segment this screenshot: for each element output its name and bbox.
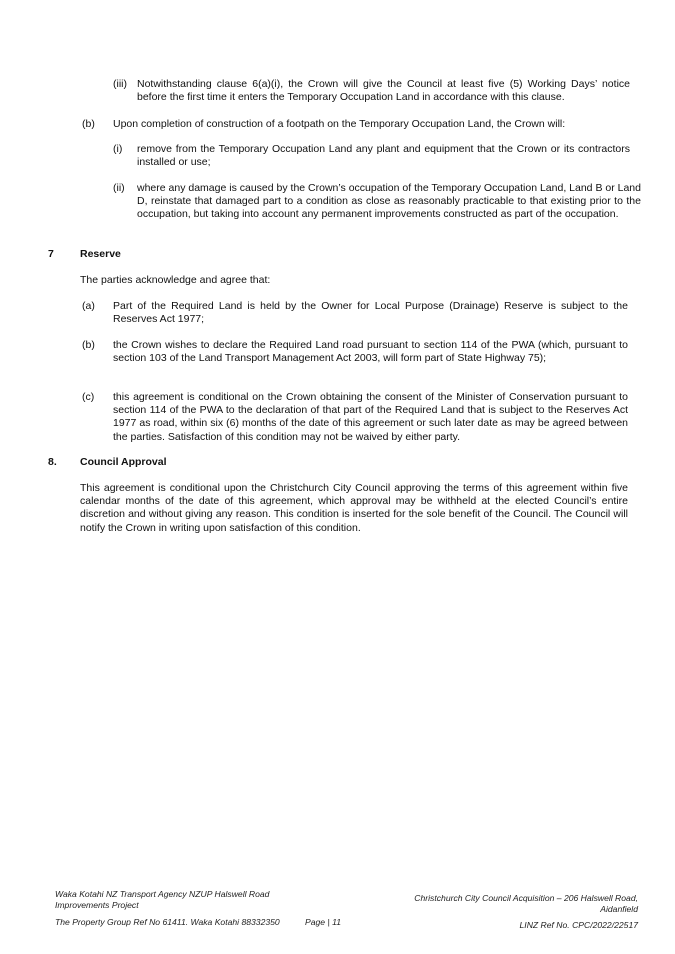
clause-7-number: 7 (48, 248, 54, 260)
clause-6b-marker: (b) (82, 118, 95, 130)
clause-7c-marker: (c) (82, 391, 95, 403)
clause-6a-iii-text: Notwithstanding clause 6(a)(i), the Crown will give the Council at least five (5) Working Days’ notice before the first time it enters the Temporary Occupation Land in accordance with this clause. (137, 78, 630, 104)
clause-7c-text: this agreement is conditional on the Crown obtaining the consent of the Minister of Conservation pursuant to section 114 of the PWA to the declaration of that part of the Required Land that is subject to the Reserves Act 1977 as road, within six (6) months of the date of this agreement or such later date as may be agreed between the parties. Satisfaction of this condition may not be waived by either party. (113, 391, 628, 443)
footer-reference: The Property Group Ref No 61411. Waka Kotahi 88332350 (55, 917, 280, 927)
clause-7a-marker: (a) (82, 300, 95, 312)
clause-6b-text: Upon completion of construction of a footpath on the Temporary Occupation Land, the Crown will: (113, 118, 566, 130)
footer-linz-ref: LINZ Ref No. CPC/2022/22517 (519, 920, 638, 930)
clause-6a-iii-marker: (iii) (113, 78, 127, 90)
clause-7b-marker: (b) (82, 339, 95, 351)
clause-8-number: 8. (48, 456, 57, 468)
clause-7b-text: the Crown wishes to declare the Required Land road pursuant to section 114 of the PWA (which, pursuant to section 103 of the Land Transport Management Act 2003, will form part of State Highway 75); (113, 339, 628, 365)
clause-6b-i-text: remove from the Temporary Occupation Land any plant and equipment that the Crown or its contractors installed or use; (137, 143, 630, 169)
clause-6b-ii-marker: (ii) (113, 182, 125, 194)
clause-6b-ii-text: where any damage is caused by the Crown’s occupation of the Temporary Occupation Land, Land B or Land D, reinstate that damaged part to a condition as close as reasonably practicable to that existing prior to the occupation, but taking into account any permanent improvements constructed as part of the occupation. (137, 182, 641, 221)
footer-page-number: Page | 11 (305, 917, 341, 927)
clause-8-text: This agreement is conditional upon the Christchurch City Council approving the terms of this agreement within five calendar months of the date of this agreement, which approval may be withheld at the elected Council’s entire discretion and without giving any reason. This condition is inserted for the sole benefit of the Council. The Council will notify the Crown in writing upon satisfaction of this condition. (80, 482, 628, 534)
clause-6b-i-marker: (i) (113, 143, 123, 155)
clause-8-title: Council Approval (80, 456, 167, 468)
footer-acquisition: Christchurch City Council Acquisition – 206 Halswell Road, Aidanfield (414, 893, 638, 914)
footer-project-name: Waka Kotahi NZ Transport Agency NZUP Halswell Road Improvements Project (55, 889, 270, 910)
clause-7a-text: Part of the Required Land is held by the Owner for Local Purpose (Drainage) Reserve is subject to the Reserves Act 1977; (113, 300, 628, 326)
clause-7-intro: The parties acknowledge and agree that: (80, 274, 271, 286)
clause-7-title: Reserve (80, 248, 121, 260)
